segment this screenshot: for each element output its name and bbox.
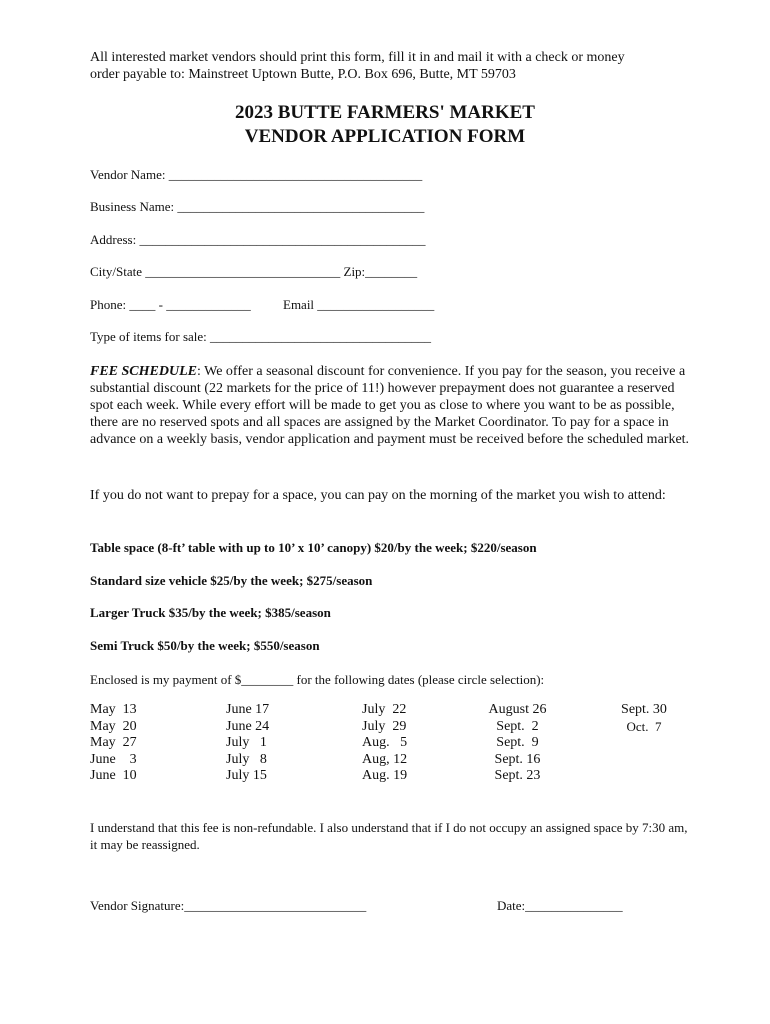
date-option[interactable]: July 22 xyxy=(362,702,407,717)
intro-line-1: All interested market vendors should print this form, fill it in and mail it with a check or money xyxy=(90,50,625,65)
dates-column-2 xyxy=(226,702,269,785)
form-subtitle: VENDOR APPLICATION FORM xyxy=(244,126,526,147)
date-option[interactable]: August 26 xyxy=(488,702,547,717)
email-field[interactable]: Email __________________ xyxy=(283,297,435,312)
date-option[interactable]: Aug. 19 xyxy=(362,768,408,783)
dates-column-5 xyxy=(614,702,674,735)
date-option[interactable]: May 27 xyxy=(90,735,137,750)
city-state-zip-field[interactable]: City/State ______________________________ Zip:________ xyxy=(90,264,418,279)
fee-schedule-heading: FEE SCHEDULE xyxy=(90,364,197,379)
price-standard-vehicle: Standard size vehicle $25/by the week; $275/season xyxy=(90,573,373,588)
date-option[interactable]: May 13 xyxy=(90,702,137,717)
date-option[interactable]: Sept. 30 xyxy=(621,702,667,717)
price-larger-truck: Larger Truck $35/by the week; $385/season xyxy=(90,605,331,620)
date-option[interactable]: June 24 xyxy=(226,718,270,734)
date-option[interactable]: July 29 xyxy=(362,718,407,734)
date-option[interactable]: Aug. 5 xyxy=(362,735,408,750)
date-option[interactable]: May 20 xyxy=(90,718,137,734)
dates-column-1 xyxy=(90,702,137,785)
form-title: 2023 BUTTE FARMERS' MARKET xyxy=(235,102,535,123)
date-option[interactable]: Aug, 12 xyxy=(362,751,408,767)
prepay-note: If you do not want to prepay for a space, you can pay on the morning of the market you wish to attend: xyxy=(90,488,666,503)
non-refundable-disclaimer: I understand that this fee is non-refundable. I also understand that if I do not occupy an assigned space by 7:30 am, it may be reassigned. xyxy=(90,820,688,852)
date-option[interactable]: Sept. 2 xyxy=(496,718,539,734)
dates-column-4 xyxy=(480,702,555,785)
date-signature-line[interactable]: Date:_______________ xyxy=(497,898,623,913)
dates-column-3 xyxy=(362,702,407,785)
date-option[interactable]: July 15 xyxy=(226,768,267,783)
items-for-sale-field[interactable]: Type of items for sale: __________________________________ xyxy=(90,329,432,344)
price-semi-truck: Semi Truck $50/by the week; $550/season xyxy=(90,638,320,653)
intro-line-2: order payable to: Mainstreet Uptown Butte, P.O. Box 696, Butte, MT 59703 xyxy=(90,67,516,82)
date-option[interactable]: July 8 xyxy=(226,751,267,767)
date-option[interactable]: July 1 xyxy=(226,735,267,750)
phone-field[interactable]: Phone: ____ - _____________ xyxy=(90,297,251,312)
date-option[interactable]: Sept. 23 xyxy=(494,768,541,783)
date-option[interactable]: June 10 xyxy=(90,768,137,783)
date-option[interactable]: June 17 xyxy=(226,702,270,717)
payment-amount-line[interactable]: Enclosed is my payment of $________ for the following dates (please circle selection): xyxy=(90,672,545,687)
fee-schedule-text: : We offer a seasonal discount for convenience. If you pay for the season, you receive a substantial discount (22 markets for the price of 11!) however prepayment does not guarantee a reserved spot each week. While every effort will be made to get you as close to where you want to be as possible, there are no reserved spots and all spaces are assigned by the Market Coordinator. To pay for a space in advance on a weekly basis, vendor application and payment must be received before the scheduled market. xyxy=(90,364,690,447)
fee-schedule-paragraph xyxy=(90,363,690,448)
address-field[interactable]: Address: ____________________________________________ xyxy=(90,232,426,247)
date-option[interactable]: Sept. 9 xyxy=(496,735,539,750)
date-option[interactable]: Sept. 16 xyxy=(494,751,541,767)
price-table-space: Table space (8-ft’ table with up to 10’ x 10’ canopy) $20/by the week; $220/season xyxy=(90,540,537,555)
date-option[interactable]: June 3 xyxy=(90,751,137,767)
business-name-field[interactable]: Business Name: ______________________________________ xyxy=(90,199,425,214)
vendor-signature-line[interactable]: Vendor Signature:____________________________ xyxy=(90,898,367,913)
date-option[interactable]: Oct. 7 xyxy=(626,718,662,734)
vendor-name-field[interactable]: Vendor Name: _______________________________________ xyxy=(90,167,423,182)
